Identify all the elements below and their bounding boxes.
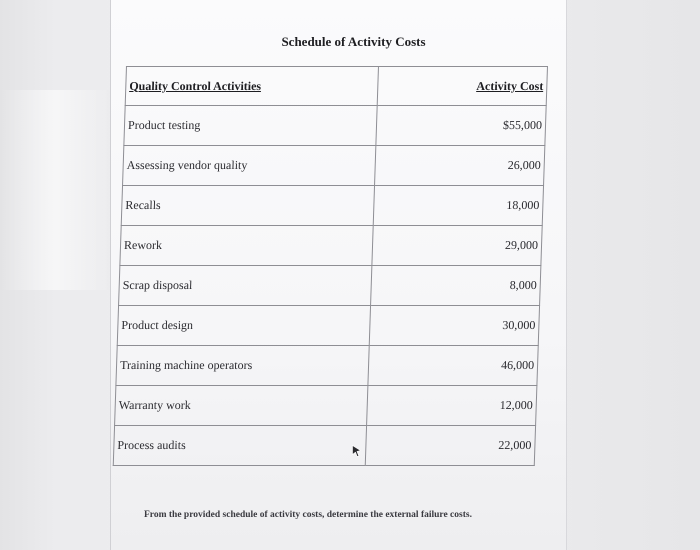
activity-cost-table <box>113 66 548 466</box>
activity-name: Warranty work <box>115 386 368 426</box>
table-row <box>124 106 546 146</box>
activity-cost-schedule <box>113 66 548 456</box>
table-row <box>121 186 543 226</box>
table-header-row <box>125 67 547 106</box>
activity-name: Rework <box>120 226 373 266</box>
activity-cost: 46,000 <box>368 346 538 386</box>
table-row <box>123 146 545 186</box>
table-row <box>117 306 539 346</box>
activity-name: Recalls <box>121 186 374 226</box>
activity-name: Process audits <box>113 426 366 466</box>
activity-cost: $55,000 <box>376 106 546 146</box>
activity-cost: 22,000 <box>365 426 535 466</box>
mouse-pointer-icon <box>352 445 361 457</box>
table-row <box>116 346 538 386</box>
document-title: Schedule of Activity Costs <box>281 34 426 49</box>
activity-name: Product design <box>117 306 370 346</box>
table-row <box>119 266 541 306</box>
activity-cost: 12,000 <box>367 386 537 426</box>
activity-name: Product testing <box>124 106 377 146</box>
table-row <box>115 386 537 426</box>
activity-cost: 18,000 <box>373 186 543 226</box>
activity-cost: 30,000 <box>369 306 539 346</box>
activity-name: Assessing vendor quality <box>123 146 376 186</box>
header-activity-cost: Activity Cost <box>377 67 547 106</box>
activity-cost: 26,000 <box>375 146 545 186</box>
question-instruction: From the provided schedule of activity costs, determine the external failure costs. <box>144 510 472 520</box>
activity-cost: 29,000 <box>372 226 542 266</box>
screen-glare <box>0 90 110 290</box>
table-row <box>113 426 535 466</box>
table-row <box>120 226 542 266</box>
activity-cost: 8,000 <box>371 266 541 306</box>
activity-name: Training machine operators <box>116 346 369 386</box>
activity-name: Scrap disposal <box>119 266 372 306</box>
header-quality-control-activities: Quality Control Activities <box>125 67 378 106</box>
